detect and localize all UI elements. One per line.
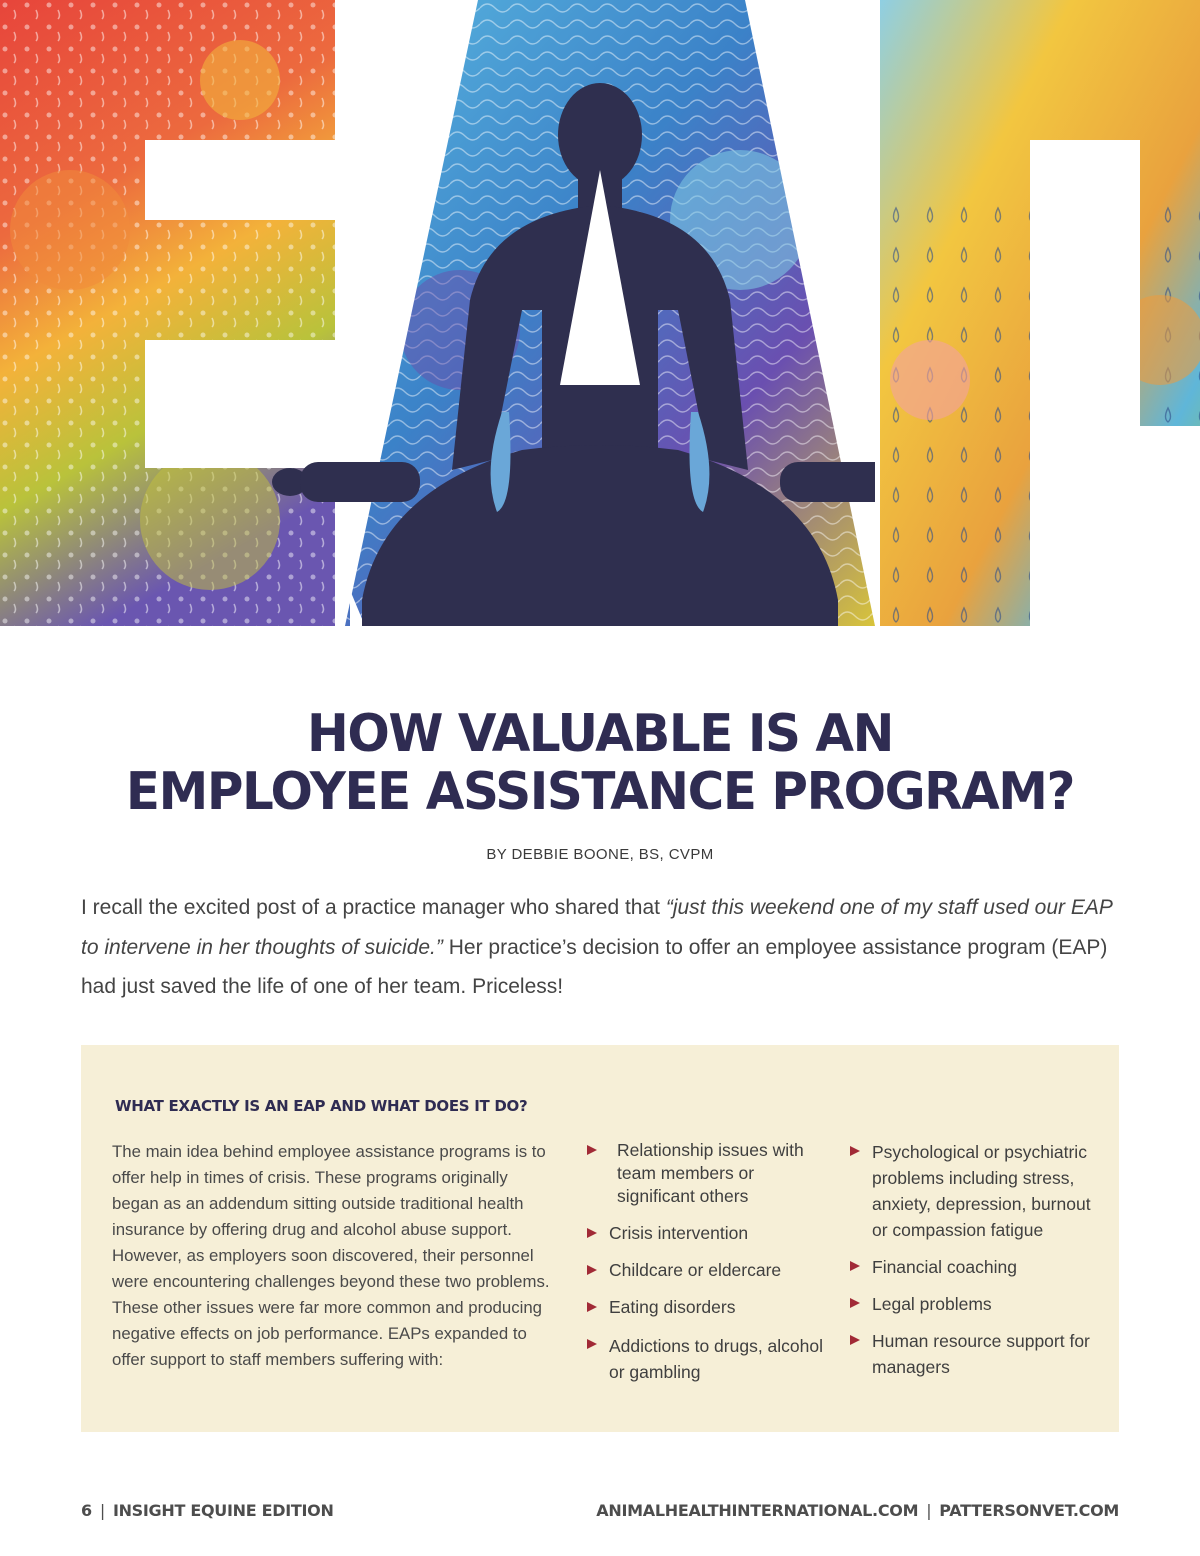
triangle-bullet-icon [850,1146,860,1156]
bullet-list-left [586,1139,826,1399]
list-item: Human resource support for managers [849,1328,1099,1380]
intro-paragraph [81,888,1121,1007]
hero-artwork [0,0,1200,626]
triangle-bullet-icon [587,1302,597,1312]
website-link-animalhealth[interactable]: ANIMALHEALTHINTERNATIONAL.COM [596,1501,919,1520]
intro-text-1: I recall the excited post of a practice manager who shared that [81,896,666,919]
intro-text-2: Her practice’s decision to offer an employee assistance program (EAP) had just saved the life of one of her team. Priceless! [81,935,1108,998]
footer-separator: | [99,1501,105,1520]
triangle-bullet-icon [587,1265,597,1275]
website-link-pattersonvet[interactable]: PATTERSONVET.COM [939,1501,1119,1520]
sidebar-box [81,1045,1119,1432]
byline: BY DEBBIE BOONE, BS, CVPM [486,846,714,863]
headline-line-2: EMPLOYEE ASSISTANCE PROGRAM? [125,762,1075,822]
footer-publication [81,1501,334,1520]
list-item: Eating disorders [586,1296,826,1319]
headline-line-1: HOW VALUABLE IS AN [307,704,893,764]
page-number: 6 [81,1501,92,1520]
footer-websites [596,1501,1119,1520]
eap-letters-illustration [0,0,1200,626]
sidebar-paragraph: The main idea behind employee assistance programs is to offer help in times of crisis. These programs originally began as an addendum sitting outside traditional health insurance by offering drug and alcohol abuse support. However, as employers soon discovered, their personnel were encountering challenges beyond these two problems. These other issues were far more common and producing negative effects on job performance. EAPs expanded to offer support to staff members suffering with: [112,1142,550,1369]
list-item: Crisis intervention [586,1222,826,1245]
footer-separator: | [926,1501,932,1520]
article-headline [0,705,1200,821]
list-item: Financial coaching [849,1254,1099,1280]
sidebar-heading: WHAT EXACTLY IS AN EAP AND WHAT DOES IT DO? [115,1097,528,1115]
triangle-bullet-icon [850,1261,860,1271]
triangle-bullet-icon [850,1298,860,1308]
list-item: Relationship issues with team members or significant others [586,1139,826,1208]
triangle-bullet-icon [850,1335,860,1345]
list-item: Psychological or psychiatric problems including stress, anxiety, depression, burnout or compassion fatigue [849,1139,1099,1243]
publication-name: INSIGHT EQUINE EDITION [112,1501,334,1520]
list-item: Childcare or eldercare [586,1259,826,1282]
triangle-bullet-icon [587,1145,597,1155]
list-item: Addictions to drugs, alcohol or gambling [586,1333,826,1385]
intro-quote: “just this weekend one of my staff used our EAP to intervene in her thoughts of suicide.” [81,896,1113,959]
triangle-bullet-icon [587,1339,597,1349]
bullet-list-right [849,1139,1099,1391]
list-item: Legal problems [849,1291,1099,1317]
triangle-bullet-icon [587,1228,597,1238]
